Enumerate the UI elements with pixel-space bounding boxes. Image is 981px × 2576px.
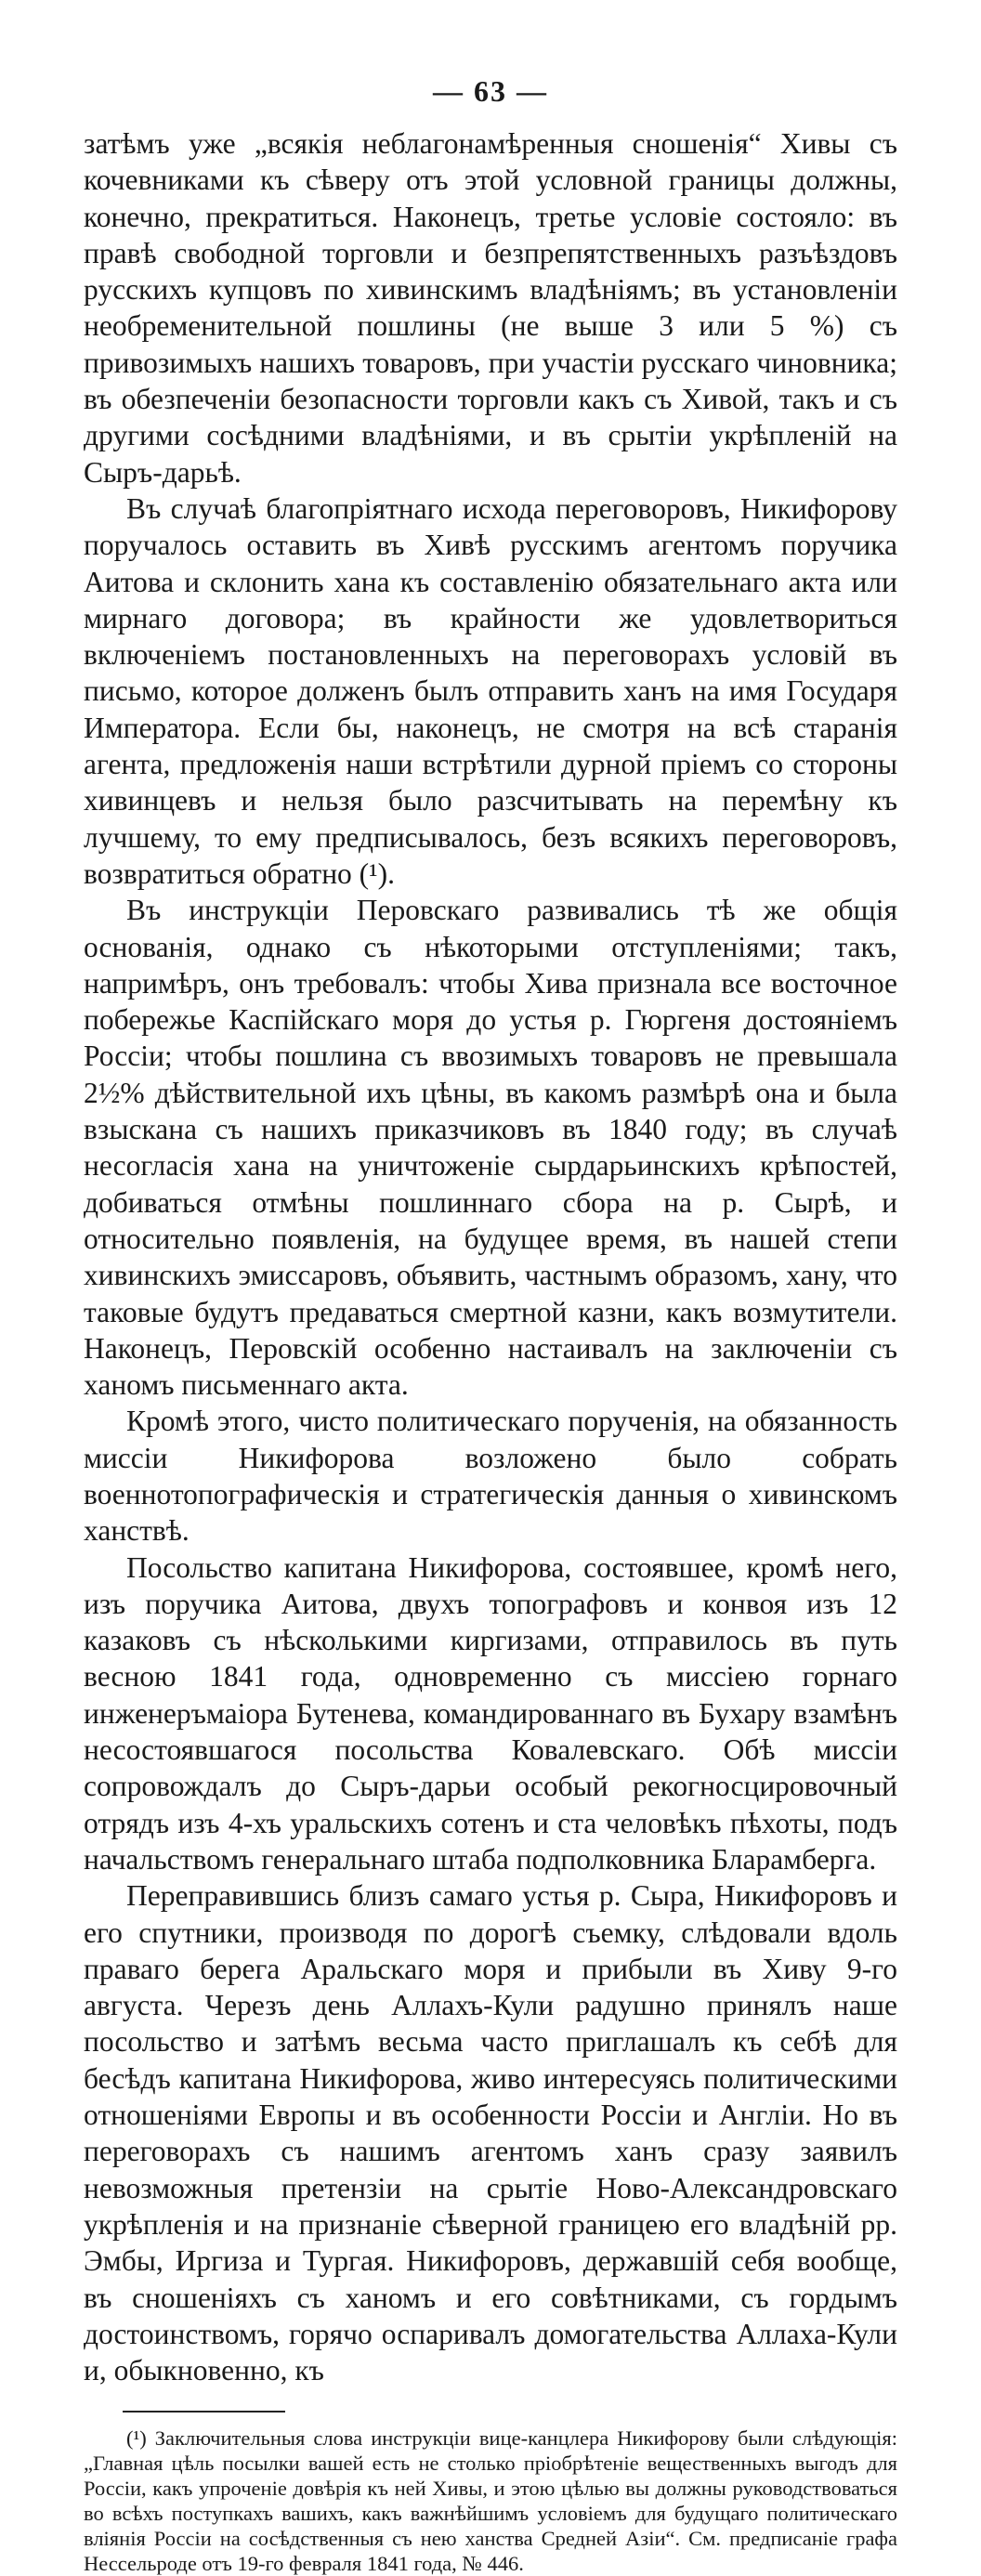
paragraph-3: Въ инструкціи Перовскаго развивались тѣ же общія основанія, однако съ нѣкоторыми отступленіями; такъ, напримѣръ, онъ требовалъ: чтобы Хива признала все восточное побережье Каспійскаго моря до устья р. Гюргеня достояніемъ Россіи; чтобы пошлина съ ввозимыхъ товаровъ не превышала 2½% дѣйствительной ихъ цѣны, въ какомъ размѣрѣ она и была взыскана съ нашихъ приказчиковъ въ 1840 году; въ случаѣ несогласія хана на уничтоженіе сырдарьинскихъ крѣпостей, добиваться отмѣны пошлиннаго сбора на р. Сырѣ, и относительно появленія, на будущее время, въ нашей степи хивинскихъ эмиссаровъ, объявить, частнымъ образомъ, хану, что таковые будутъ предаваться смертной казни, какъ возмутители. Наконецъ, Перовскій особенно настаивалъ на заключеніи съ ханомъ письменнаго акта. — [84, 894, 897, 1402]
footnote — [84, 2426, 897, 2576]
footnote-divider — [123, 2411, 285, 2413]
page-number: — 63 — — [433, 74, 548, 108]
paragraph-5: Посольство капитана Никифорова, состоявшее, кромѣ него, изъ поручика Аитова, двухъ топографовъ и конвоя изъ 12 казаковъ съ нѣсколькими киргизами, отправилось въ путь весною 1841 года, одновременно съ миссіею горнаго инженеръмаіора Бутенева, командированнаго въ Бухару взамѣнъ несостоявшагося посольства Ковалевскаго. Обѣ миссіи сопровождалъ до Сыръ-дарьи особый рекогносцировочный отрядъ изъ 4-хъ уральскихъ сотенъ и ста человѣкъ пѣхоты, подъ начальствомъ генеральнаго штаба подполковника Бларамберга. — [84, 1550, 897, 1876]
paragraph-4: Кромѣ этого, чисто политическаго порученія, на обязанность миссіи Никифорова возложено было собрать военнотопографическія и стратегическія данныя о хивинскомъ ханствѣ. — [84, 1405, 897, 1548]
paragraph-6: Переправившись близъ самаго устья р. Сыра, Никифоровъ и его спутники, производя по дорогѣ съемку, слѣдовали вдоль праваго берега Аральскаго моря и прибыли въ Хиву 9-го августа. Черезъ день Аллахъ-Кули радушно принялъ наше посольство и затѣмъ весьма часто приглашалъ къ себѣ для бесѣдъ капитана Никифорова, живо интересуясь политическими отношеніями Европы и въ особенности Россіи и Англіи. Но въ переговорахъ съ нашимъ агентомъ ханъ сразу заявилъ невозможныя претензіи на срытіе Ново-Александровскаго укрѣпленія и на признаніе сѣверной границею его владѣній рр. Эмбы, Иргиза и Тургая. Никифоровъ, державшій себя вообще, въ сношеніяхъ съ ханомъ и его совѣтниками, съ гордымъ достоинствомъ, горячо оспаривалъ домогательства Аллаха-Кули и, обыкновенно, къ — [84, 1879, 897, 2387]
footnote-text: (¹) Заключительныя слова инструкціи вице-канцлера Никифорову были слѣдующія: „Главная цѣль посылки вашей есть не столько пріобрѣтеніе вещественныхъ выгодъ для Россіи, какъ упроченіе довѣрія къ ней Хивы, и этою цѣлью вы должны руководствоваться во всѣхъ поступкахъ вашихъ, какъ важнѣйшимъ условіемъ для будущаго политическаго вліянія Россіи на сосѣдственныя съ нею ханства Средней Азіи“. См. предписаніе графа Нессельроде отъ 19-го февраля 1841 года, № 446. — [84, 2426, 897, 2576]
body-text — [84, 125, 897, 2388]
paragraph-2: Въ случаѣ благопріятнаго исхода переговоровъ, Никифорову поручалось оставить въ Хивѣ русскимъ агентомъ поручика Аитова и склонить хана къ составленію обязательнаго акта или мирнаго договора; въ крайности же удовлетвориться включеніемъ постановленныхъ на переговорахъ условій въ письмо, которое долженъ былъ отправить ханъ на имя Государя Императора. Если бы, наконецъ, не смотря на всѣ старанія агента, предложенія наши встрѣтили дурной пріемъ со стороны хивинцевъ и нельзя было разсчитывать на перемѣну къ лучшему, то ему предписывалось, безъ всякихъ переговоровъ, возвратиться обратно (¹). — [84, 491, 897, 890]
paragraph-1: затѣмъ уже „всякія неблагонамѣренныя сношенія“ Хивы съ кочевниками къ сѣверу отъ этой условной границы должны, конечно, прекратиться. Наконецъ, третье условіе состояло: въ правѣ свободной торговли и безпрепятственныхъ разъѣздовъ русскихъ купцовъ по хивинскимъ владѣніямъ; въ установленіи необременительной пошлины (не выше 3 или 5 %) съ привозимыхъ нашихъ товаровъ, при участіи русскаго чиновника; въ обезпеченіи безопасности торговли какъ съ Хивой, такъ и съ другими сосѣдними владѣніями, и въ срытіи укрѣпленій на Сыръ-дарьѣ. — [84, 127, 897, 489]
document-page — [84, 74, 897, 2576]
